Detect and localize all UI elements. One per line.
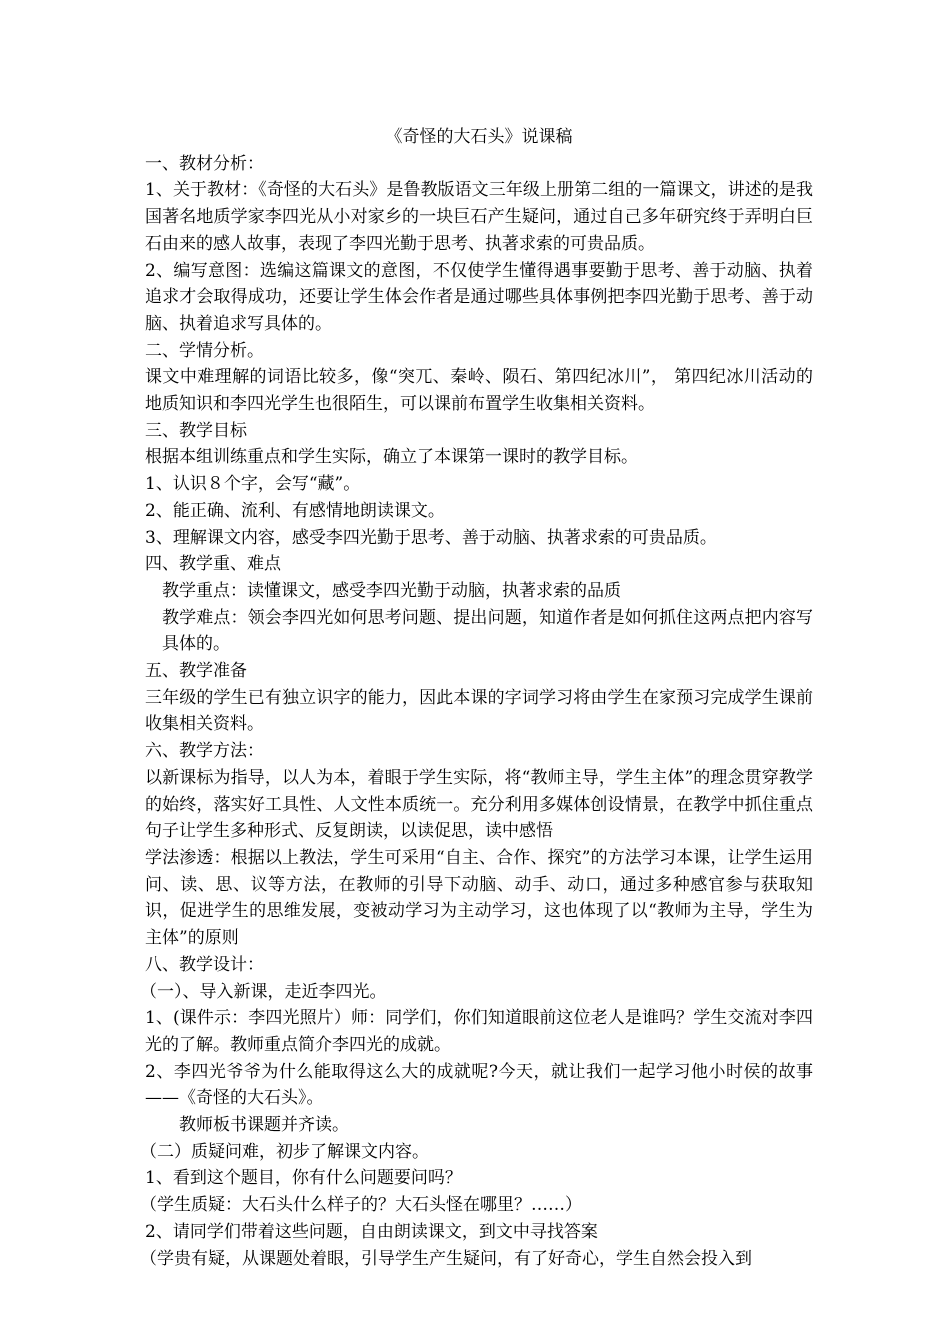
design-step-2-item-1: 1、看到这个题目，你有什么问题要问吗？	[145, 1168, 462, 1189]
design-step-1-item-2: 2、李四光爷爷为什么能取得这么大的成就呢?今天，就让我们一起学习他小时侯的故事——《奇怪的大石头》。	[145, 1061, 813, 1109]
design-step-1-heading: （一）、导入新课，走近李四光。	[140, 981, 387, 1002]
paragraph-key-point: 教学重点：读懂课文，感受李四光勤于动脑，执著求索的品质	[162, 580, 621, 601]
heading-preparation: 五、教学准备	[145, 661, 247, 682]
paragraph-learning-methods: 学法渗透：根据以上教法，学生可采用“自主、合作、探究”的方法学习本课，让学生运用问、读、思、议等方法，在教师的引导下动脑、动手、动口，通过多种感官参与获取知识，促进学生的思维发展，变被动学习为主动学习，这也体现了以“教师为主导，学生为主体”的原则	[145, 847, 813, 949]
design-step-1-item-1: 1、(课件示：李四光照片）师：同学们，你们知道眼前这位老人是谁吗？学生交流对李四光的了解。教师重点简介李四光的成就。	[145, 1008, 813, 1055]
paragraph-student-analysis: 课文中难理解的词语比较多，像“突兀、秦岭、陨石、第四纪冰川”， 第四纪冰川活动的地质知识和李四光学生也很陌生，可以课前布置学生收集相关资料。	[145, 367, 813, 415]
paragraph-writing-intent: 2、编写意图：选编这篇课文的意图，不仅使学生懂得遇事要勤于思考、善于动脑、执着追求才会取得成功，还要让学生体会作者是通过哪些具体事例把李四光勤于思考、善于动脑、执着追求写具体的。	[145, 260, 813, 334]
goal-item-1: 1、认识８个字，会写“藏”。	[145, 474, 361, 495]
paragraph-preparation: 三年级的学生已有独立识字的能力，因此本课的字词学习将由学生在家预习完成学生课前收集相关资料。	[145, 687, 813, 735]
paragraph-difficult-point: 教学难点：领会李四光如何思考问题、提出问题，知道作者是如何抓住这两点把内容写具体的。	[162, 607, 813, 655]
paragraph-teaching-methods: 以新课标为指导，以人为本，着眼于学生实际，将“教师主导，学生主体”的理念贯穿教学的始终，落实好工具性、人文性本质统一。充分利用多媒体创设情景，在教学中抓住重点句子让学生多种形式、反复朗读，以读促思，读中感悟	[145, 767, 813, 842]
design-step-1-board-note: 教师板书课题并齐读。	[179, 1115, 349, 1136]
heading-teaching-design: 八、教学设计：	[145, 954, 264, 975]
goal-item-2: 2、能正确、流利、有感情地朗读课文。	[145, 500, 445, 521]
heading-teaching-goals: 三、教学目标	[145, 420, 247, 441]
heading-student-analysis: 二、学情分析。	[145, 340, 264, 361]
heading-key-points: 四、教学重、难点	[145, 554, 281, 575]
goal-item-3: 3、理解课文内容，感受李四光勤于思考、善于动脑、执著求索的可贵品质。	[145, 527, 717, 548]
document-title: 《奇怪的大石头》说课稿	[385, 127, 573, 147]
design-step-2-item-2: 2、请同学们带着这些问题，自由朗读课文，到文中寻找答案	[145, 1221, 598, 1242]
paragraph-goals-intro: 根据本组训练重点和学生实际，确立了本课第一课时的教学目标。	[145, 447, 638, 468]
paragraph-about-textbook: 1、关于教材：《奇怪的大石头》是鲁教版语文三年级上册第二组的一篇课文，讲述的是我国著名地质学家李四光从小对家乡的一块巨石产生疑问，通过自己多年研究终于弄明白巨石由来的感人故事，表现了李四光勤于思考、执著求索的可贵品质。	[145, 180, 813, 254]
design-step-2-heading: （二）质疑问难，初步了解课文内容。	[140, 1141, 429, 1162]
document-page	[140, 124, 813, 1272]
heading-textbook-analysis: 一、教材分析：	[145, 153, 264, 174]
design-step-2-note: （学贵有疑，从课题处着眼，引导学生产生疑问，有了好奇心，学生自然会投入到	[140, 1248, 752, 1269]
design-step-2-student-questions: （学生质疑：大石头什么样子的？大石头怪在哪里？……）	[140, 1195, 582, 1216]
heading-teaching-methods: 六、教学方法：	[145, 741, 264, 762]
